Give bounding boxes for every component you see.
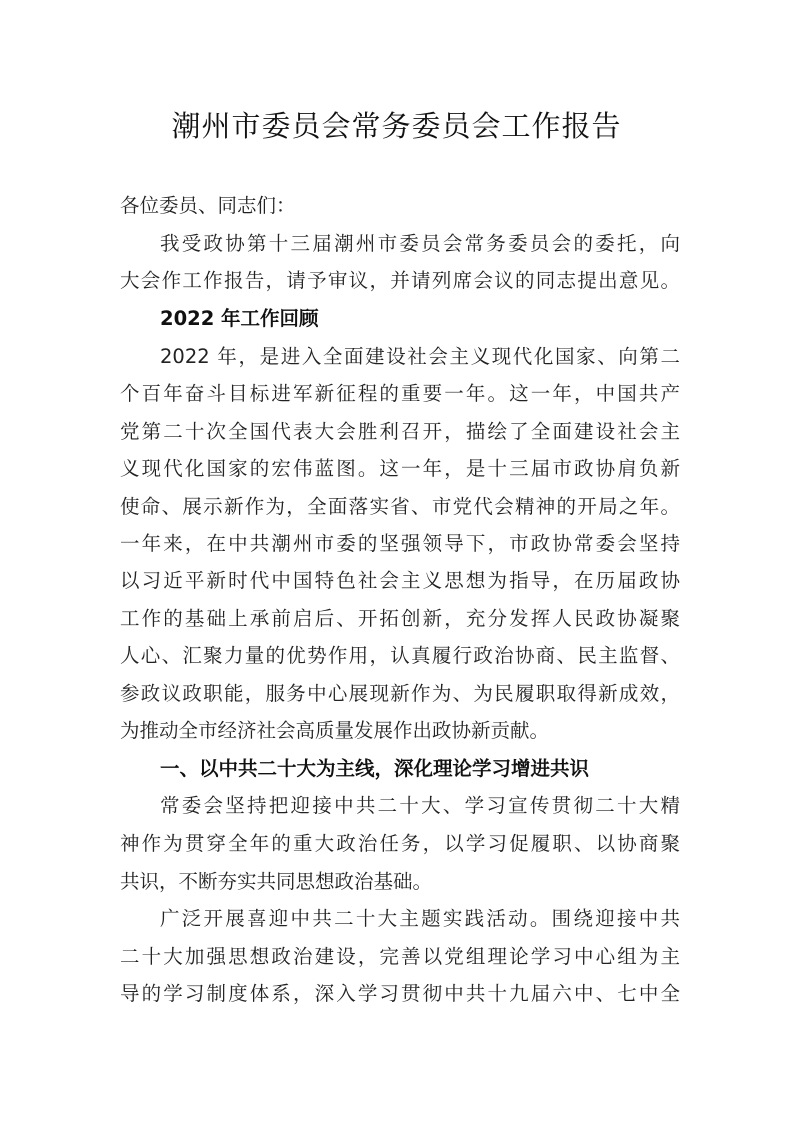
paragraph-line: 二十大加强思想政治建设，完善以党组理论学习中心组为主 [120,945,680,968]
paragraph-line: 义现代化国家的宏伟蓝图。这一年，是十三届市政协肩负新 [120,457,680,480]
paragraph-line: 导的学习制度体系，深入学习贯彻中共十九届六中、七中全 [120,982,680,1005]
paragraph-line: 2022 年，是进入全面建设社会主义现代化国家、向第二 [160,345,680,368]
paragraph-line: 共识，不断夯实共同思想政治基础。 [120,870,433,893]
paragraph-line: 大会作工作报告，请予审议，并请列席会议的同志提出意见。 [120,269,680,292]
paragraph-line: 使命、展示新作为，全面落实省、市党代会精神的开局之年。 [120,495,680,518]
paragraph-line: 广泛开展喜迎中共二十大主题实践活动。围绕迎接中共 [160,907,680,930]
paragraph-line: 神作为贯穿全年的重大政治任务，以学习促履职、以协商聚 [120,832,680,855]
section-heading-2022-review: 2022 年工作回顾 [160,307,319,330]
paragraph-line: 个百年奋斗目标进军新征程的重要一年。这一年，中国共产 [120,382,680,405]
salutation: 各位委员、同志们： [120,194,296,217]
paragraph-line: 参政议政职能，服务中心展现新作为、为民履职取得新成效， [120,682,680,705]
section-heading-1: 一、以中共二十大为主线，深化理论学习增进共识 [160,757,590,780]
paragraph-line: 一年来，在中共潮州市委的坚强领导下，市政协常委会坚持 [120,532,680,555]
paragraph-line: 党第二十次全国代表大会胜利召开，描绘了全面建设社会主 [120,420,680,443]
paragraph-line: 为推动全市经济社会高质量发展作出政协新贡献。 [120,719,550,742]
paragraph-line: 人心、汇聚力量的优势作用，认真履行政治协商、民主监督、 [120,644,680,667]
paragraph-line: 工作的基础上承前启后、开拓创新，充分发挥人民政协凝聚 [120,607,680,630]
document-title: 潮州市委员会常务委员会工作报告 [171,109,622,143]
paragraph-line: 我受政协第十三届潮州市委员会常务委员会的委托，向 [160,232,680,255]
paragraph-line: 以习近平新时代中国特色社会主义思想为指导，在历届政协 [120,569,680,592]
paragraph-line: 常委会坚持把迎接中共二十大、学习宣传贯彻二十大精 [160,794,680,817]
